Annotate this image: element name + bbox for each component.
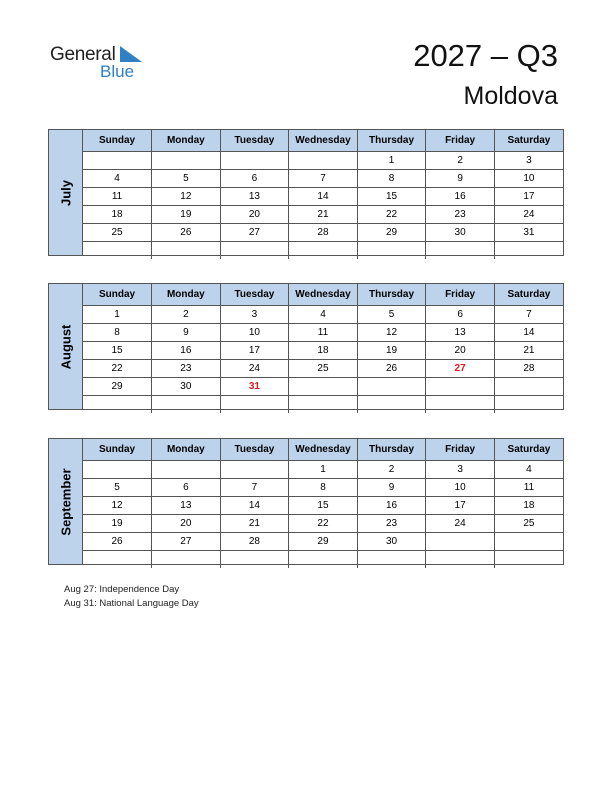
day-cell: 3 <box>426 461 495 479</box>
day-cell <box>152 152 221 170</box>
week-row <box>83 551 563 569</box>
month-calendar-august <box>48 283 564 410</box>
day-cell <box>426 396 495 414</box>
week-row <box>83 170 563 188</box>
day-cell: 17 <box>426 497 495 515</box>
day-cell <box>494 242 563 260</box>
holiday-notes <box>64 583 199 611</box>
holiday-note: Aug 27: Independence Day <box>64 584 180 595</box>
week-row <box>83 461 563 479</box>
day-cell: 18 <box>494 497 563 515</box>
logo-blue-text: Blue <box>100 62 135 81</box>
weekday-header-row <box>83 284 563 306</box>
day-cell <box>289 551 358 569</box>
weekday-header: Saturday <box>494 439 563 461</box>
weekday-header: Friday <box>426 284 495 306</box>
weekday-header: Tuesday <box>220 284 289 306</box>
day-cell: 4 <box>494 461 563 479</box>
day-cell: 25 <box>289 360 358 378</box>
day-cell: 3 <box>220 306 289 324</box>
day-cell: 5 <box>152 170 221 188</box>
week-row <box>83 515 563 533</box>
week-row <box>83 224 563 242</box>
day-cell: 6 <box>152 479 221 497</box>
week-row <box>83 324 563 342</box>
day-cell: 10 <box>220 324 289 342</box>
day-cell: 12 <box>83 497 152 515</box>
day-cell: 23 <box>152 360 221 378</box>
week-row <box>83 533 563 551</box>
day-cell <box>220 461 289 479</box>
weekday-header: Wednesday <box>289 284 358 306</box>
day-cell: 26 <box>152 224 221 242</box>
day-cell: 14 <box>220 497 289 515</box>
page-title: 2027 – Q3 <box>413 38 558 73</box>
month-label-column <box>49 284 83 409</box>
weekday-header: Saturday <box>494 130 563 152</box>
day-cell: 28 <box>220 533 289 551</box>
day-cell: 6 <box>220 170 289 188</box>
day-cell: 2 <box>426 152 495 170</box>
day-cell <box>289 396 358 414</box>
day-cell <box>83 551 152 569</box>
day-cell: 12 <box>357 324 426 342</box>
day-cell: 7 <box>289 170 358 188</box>
day-cell: 21 <box>494 342 563 360</box>
day-cell: 16 <box>152 342 221 360</box>
month-name: July <box>58 179 73 206</box>
day-cell: 20 <box>220 206 289 224</box>
week-row <box>83 152 563 170</box>
day-cell <box>220 242 289 260</box>
week-row <box>83 342 563 360</box>
day-cell: 8 <box>357 170 426 188</box>
day-cell <box>152 551 221 569</box>
day-cell: 12 <box>152 188 221 206</box>
weekday-header: Saturday <box>494 284 563 306</box>
day-cell: 9 <box>152 324 221 342</box>
weekday-header: Tuesday <box>220 439 289 461</box>
day-cell: 4 <box>83 170 152 188</box>
day-cell: 9 <box>426 170 495 188</box>
weekday-header: Wednesday <box>289 439 358 461</box>
day-cell: 29 <box>83 378 152 396</box>
day-cell: 19 <box>83 515 152 533</box>
country-name: Moldova <box>463 82 558 110</box>
day-cell: 11 <box>289 324 358 342</box>
day-cell: 20 <box>152 515 221 533</box>
day-cell: 18 <box>83 206 152 224</box>
day-cell: 7 <box>494 306 563 324</box>
month-calendar-july <box>48 129 564 256</box>
day-cell: 22 <box>83 360 152 378</box>
day-cell: 19 <box>357 342 426 360</box>
day-cell: 30 <box>152 378 221 396</box>
day-cell <box>220 396 289 414</box>
day-cell: 19 <box>152 206 221 224</box>
weekday-header: Sunday <box>83 439 152 461</box>
day-cell <box>289 152 358 170</box>
day-cell: 2 <box>357 461 426 479</box>
day-cell: 4 <box>289 306 358 324</box>
day-cell: 28 <box>494 360 563 378</box>
day-cell: 22 <box>357 206 426 224</box>
day-cell: 17 <box>494 188 563 206</box>
day-cell: 15 <box>357 188 426 206</box>
day-cell <box>494 378 563 396</box>
day-cell: 23 <box>357 515 426 533</box>
week-row <box>83 242 563 260</box>
day-cell: 7 <box>220 479 289 497</box>
month-name: September <box>58 467 73 536</box>
weekday-header: Thursday <box>357 439 426 461</box>
day-cell: 9 <box>357 479 426 497</box>
day-cell: 16 <box>426 188 495 206</box>
day-cell <box>426 242 495 260</box>
day-cell <box>83 396 152 414</box>
day-cell <box>494 533 563 551</box>
day-cell: 16 <box>357 497 426 515</box>
day-cell <box>357 378 426 396</box>
calendar-grid <box>83 439 563 568</box>
day-cell: 25 <box>83 224 152 242</box>
day-cell: 29 <box>357 224 426 242</box>
calendar-grid <box>83 130 563 259</box>
day-cell: 21 <box>220 515 289 533</box>
day-cell <box>494 396 563 414</box>
weekday-header-row <box>83 130 563 152</box>
day-cell <box>83 242 152 260</box>
logo <box>50 44 150 84</box>
week-row <box>83 188 563 206</box>
weekday-header: Thursday <box>357 130 426 152</box>
holiday-day-cell: 31 <box>220 378 289 396</box>
logo-general-text: General <box>50 44 116 65</box>
day-cell: 6 <box>426 306 495 324</box>
day-cell: 11 <box>494 479 563 497</box>
day-cell: 31 <box>494 224 563 242</box>
day-cell: 24 <box>494 206 563 224</box>
weekday-header: Thursday <box>357 284 426 306</box>
month-calendar-september <box>48 438 564 565</box>
day-cell: 20 <box>426 342 495 360</box>
week-row <box>83 378 563 396</box>
weekday-header: Wednesday <box>289 130 358 152</box>
day-cell <box>494 551 563 569</box>
day-cell: 29 <box>289 533 358 551</box>
day-cell <box>152 461 221 479</box>
day-cell: 10 <box>494 170 563 188</box>
day-cell <box>220 152 289 170</box>
day-cell: 8 <box>83 324 152 342</box>
week-row <box>83 206 563 224</box>
weekday-header: Monday <box>152 130 221 152</box>
holiday-note: Aug 31: National Language Day <box>64 598 199 609</box>
weekday-header-row <box>83 439 563 461</box>
day-cell: 24 <box>220 360 289 378</box>
day-cell <box>152 396 221 414</box>
month-name: August <box>58 324 73 369</box>
day-cell: 1 <box>289 461 358 479</box>
day-cell: 17 <box>220 342 289 360</box>
day-cell: 18 <box>289 342 358 360</box>
day-cell <box>426 533 495 551</box>
day-cell <box>426 551 495 569</box>
day-cell: 1 <box>357 152 426 170</box>
day-cell <box>220 551 289 569</box>
day-cell: 13 <box>152 497 221 515</box>
day-cell: 15 <box>83 342 152 360</box>
weekday-header: Friday <box>426 130 495 152</box>
day-cell <box>152 242 221 260</box>
day-cell: 13 <box>220 188 289 206</box>
day-cell: 14 <box>289 188 358 206</box>
day-cell: 25 <box>494 515 563 533</box>
day-cell: 5 <box>83 479 152 497</box>
day-cell: 1 <box>83 306 152 324</box>
weekday-header: Monday <box>152 284 221 306</box>
day-cell: 21 <box>289 206 358 224</box>
day-cell: 27 <box>152 533 221 551</box>
week-row <box>83 306 563 324</box>
day-cell <box>357 396 426 414</box>
calendar-grid <box>83 284 563 413</box>
weekday-header: Tuesday <box>220 130 289 152</box>
day-cell: 10 <box>426 479 495 497</box>
day-cell: 8 <box>289 479 358 497</box>
day-cell: 15 <box>289 497 358 515</box>
month-label-column <box>49 439 83 564</box>
day-cell: 26 <box>83 533 152 551</box>
day-cell: 26 <box>357 360 426 378</box>
day-cell: 30 <box>357 533 426 551</box>
month-label-column <box>49 130 83 255</box>
holiday-day-cell: 27 <box>426 360 495 378</box>
weekday-header: Sunday <box>83 284 152 306</box>
day-cell <box>426 378 495 396</box>
weekday-header: Friday <box>426 439 495 461</box>
day-cell <box>357 551 426 569</box>
week-row <box>83 479 563 497</box>
day-cell: 13 <box>426 324 495 342</box>
day-cell <box>289 378 358 396</box>
weekday-header: Monday <box>152 439 221 461</box>
day-cell <box>357 242 426 260</box>
week-row <box>83 497 563 515</box>
day-cell: 30 <box>426 224 495 242</box>
day-cell: 2 <box>152 306 221 324</box>
weekday-header: Sunday <box>83 130 152 152</box>
day-cell: 14 <box>494 324 563 342</box>
day-cell: 23 <box>426 206 495 224</box>
week-row <box>83 396 563 414</box>
day-cell: 24 <box>426 515 495 533</box>
day-cell <box>289 242 358 260</box>
day-cell <box>83 461 152 479</box>
day-cell: 22 <box>289 515 358 533</box>
week-row <box>83 360 563 378</box>
day-cell: 27 <box>220 224 289 242</box>
day-cell: 11 <box>83 188 152 206</box>
day-cell: 28 <box>289 224 358 242</box>
day-cell: 3 <box>494 152 563 170</box>
day-cell: 5 <box>357 306 426 324</box>
day-cell <box>83 152 152 170</box>
